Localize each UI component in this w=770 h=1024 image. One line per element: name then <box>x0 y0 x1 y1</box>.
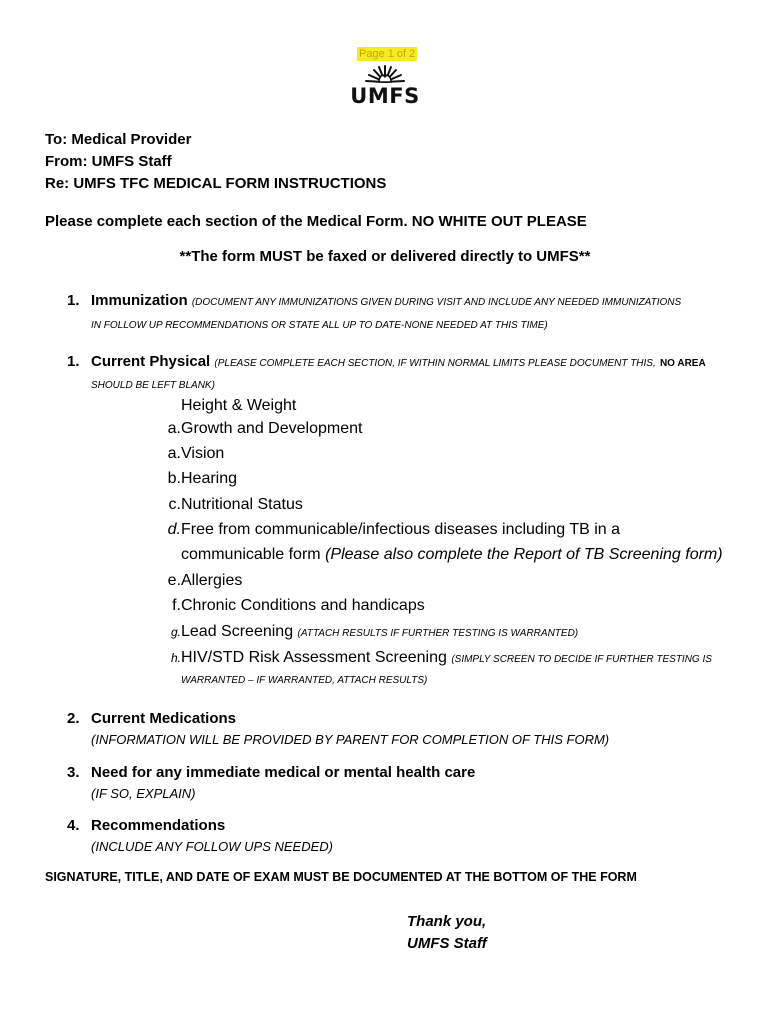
item-marker: b. <box>167 470 181 487</box>
memo-header <box>45 129 386 195</box>
section-recommendations <box>67 817 225 834</box>
umfs-logo <box>349 64 421 108</box>
item-marker: d. <box>167 521 181 538</box>
section-title: Current Medications <box>91 710 237 727</box>
signature-notice: SIGNATURE, TITLE, AND DATE OF EXAM MUST BE DOCUMENTED AT THE BOTTOM OF THE FORM <box>45 870 637 884</box>
section-immediate-care <box>67 764 475 781</box>
fax-notice: **The form MUST be faxed or delivered directly to UMFS** <box>179 248 591 265</box>
item-marker: c. <box>168 496 181 513</box>
page-badge: Page 1 of 2 <box>359 48 416 60</box>
item-text: Hearing <box>181 470 238 487</box>
logo-text: UMFS <box>350 84 420 108</box>
list-item <box>155 623 579 641</box>
list-item <box>155 420 363 438</box>
closing-thanks: Thank you, <box>407 913 487 930</box>
section-title: Immunization <box>91 292 188 309</box>
section-note: (INFORMATION WILL BE PROVIDED BY PARENT FOR COMPLETION OF THIS FORM) <box>91 732 610 747</box>
section-note: (INCLUDE ANY FOLLOW UPS NEEDED) <box>91 839 333 854</box>
item-marker: a. <box>167 420 181 437</box>
memo-to: To: Medical Provider <box>45 131 192 148</box>
section-immunization <box>67 292 681 309</box>
list-item <box>155 521 621 539</box>
item-text: Height & Weight <box>181 397 297 414</box>
list-item <box>155 397 297 415</box>
section-number: 2. <box>67 710 80 727</box>
list-item <box>155 546 723 564</box>
section-note: (PLEASE COMPLETE EACH SECTION, IF WITHIN NORMAL LIMITS PLEASE DOCUMENT THIS, <box>214 358 656 369</box>
item-marker: a. <box>167 445 181 462</box>
item-text: Lead Screening <box>181 623 294 640</box>
list-item <box>155 572 243 590</box>
list-item <box>155 675 428 693</box>
item-text: Chronic Conditions and handicaps <box>181 597 425 614</box>
section-number: 1. <box>67 292 80 309</box>
section-title: Current Physical <box>91 353 211 370</box>
section-number: 4. <box>67 817 80 834</box>
item-text: Free from communicable/infectious diseases including TB in a <box>181 521 621 538</box>
item-text: Growth and Development <box>181 420 363 437</box>
item-note: (SIMPLY SCREEN TO DECIDE IF FURTHER TESTING IS <box>451 654 712 665</box>
item-note: (ATTACH RESULTS IF FURTHER TESTING IS WARRANTED) <box>297 628 579 639</box>
item-text: Vision <box>181 445 225 462</box>
intro-text: Please complete each section of the Medical Form. NO WHITE OUT PLEASE <box>45 213 587 230</box>
section-current-medications <box>67 710 236 727</box>
item-marker: h. <box>170 651 181 665</box>
item-text: HIV/STD Risk Assessment Screening <box>181 649 447 666</box>
list-item <box>155 496 303 514</box>
section-title: Recommendations <box>91 817 226 834</box>
closing <box>407 911 487 955</box>
memo-from: From: UMFS Staff <box>45 153 172 170</box>
list-item <box>155 445 225 463</box>
item-italic-note: (Please also complete the Report of TB Screening form) <box>325 546 723 563</box>
item-marker: e. <box>167 572 181 589</box>
sunburst-icon <box>364 64 406 86</box>
item-text: Nutritional Status <box>181 496 303 513</box>
item-note: WARRANTED – IF WARRANTED, ATTACH RESULTS) <box>181 675 428 686</box>
item-marker: g. <box>170 625 181 639</box>
memo-re: Re: UMFS TFC MEDICAL FORM INSTRUCTIONS <box>45 175 387 192</box>
section-note-continued: IN FOLLOW UP RECOMMENDATIONS OR STATE ALL UP TO DATE-NONE NEEDED AT THIS TIME) <box>91 320 548 331</box>
section-note: (DOCUMENT ANY IMMUNIZATIONS GIVEN DURING VISIT AND INCLUDE ANY NEEDED IMMUNIZATIONS <box>191 297 682 308</box>
list-item <box>155 597 425 615</box>
section-note-continued: SHOULD BE LEFT BLANK) <box>91 380 215 391</box>
section-number: 3. <box>67 764 80 781</box>
list-item <box>155 649 712 667</box>
item-marker: f. <box>172 597 181 614</box>
section-current-physical <box>67 353 706 370</box>
list-item <box>155 470 238 488</box>
section-title: Need for any immediate medical or mental health care <box>91 764 476 781</box>
section-note: (IF SO, EXPLAIN) <box>91 786 196 801</box>
closing-signoff: UMFS Staff <box>407 935 487 952</box>
item-text: communicable form <box>181 546 321 563</box>
section-number: 1. <box>67 353 80 370</box>
section-note-bold: NO AREA <box>659 358 706 369</box>
item-text: Allergies <box>181 572 243 589</box>
